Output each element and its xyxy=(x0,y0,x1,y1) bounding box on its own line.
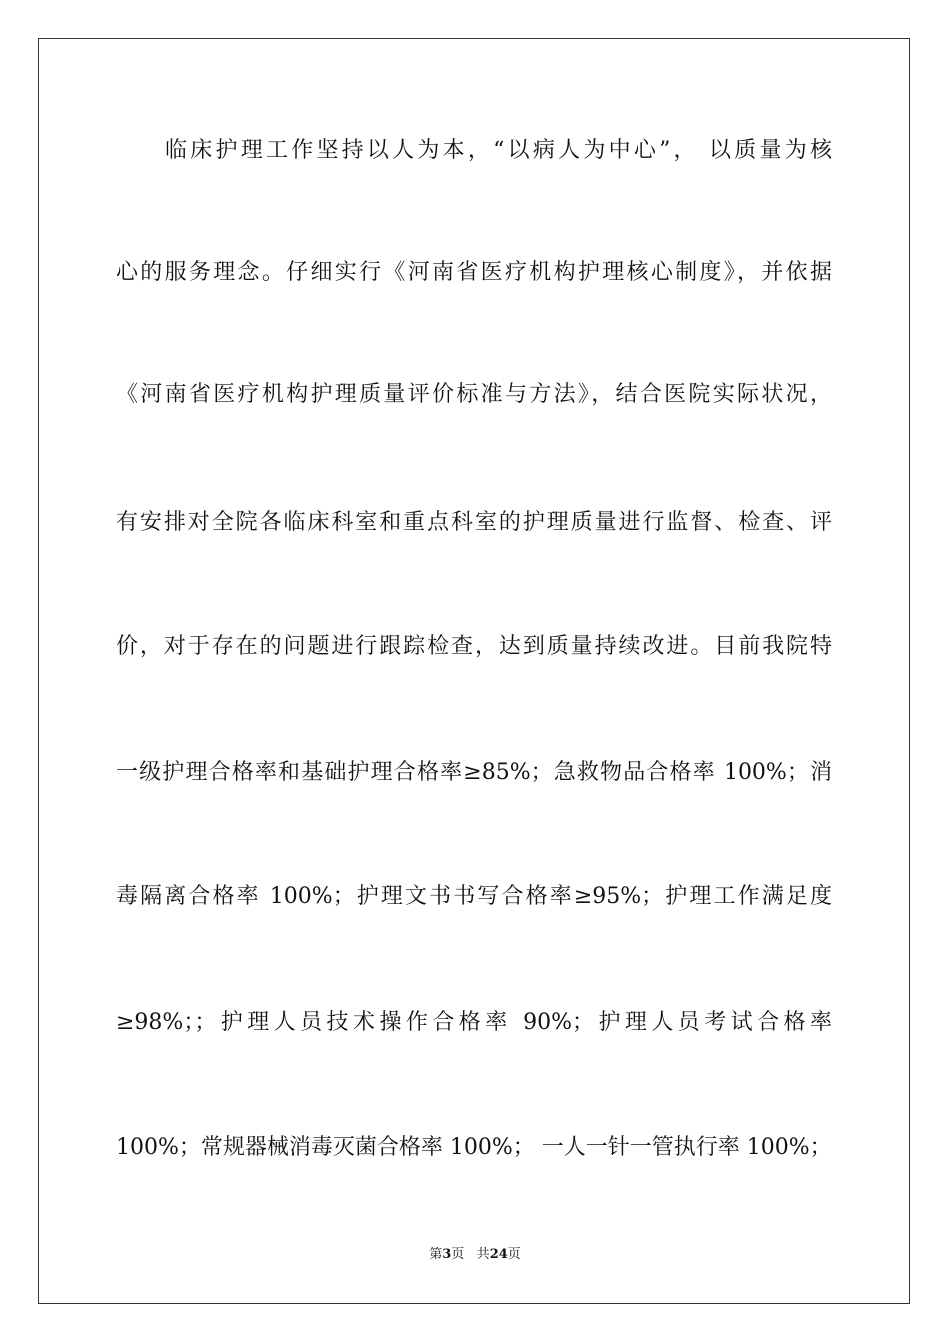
paragraph-line-7: 毒隔离合格率 100%；护理文书书写合格率≥95%；护理工作满足度 xyxy=(116,884,832,909)
paragraph-line-4: 有安排对全院各临床科室和重点科室的护理质量进行监督、检查、评 xyxy=(116,510,832,535)
page-footer xyxy=(0,1246,950,1264)
footer-page-suffix: 页 xyxy=(451,1247,465,1262)
paragraph-line-5: 价，对于存在的问题进行跟踪检查，达到质量持续改进。目前我院特 xyxy=(116,634,832,659)
footer-total-suffix: 页 xyxy=(507,1247,521,1262)
footer-page-prefix: 第 xyxy=(429,1247,443,1262)
paragraph-line-2: 心的服务理念。仔细实行《河南省医疗机构护理核心制度》，并依据 xyxy=(116,260,832,285)
footer-page-number: 3 xyxy=(442,1247,452,1262)
paragraph-line-8: ≥98%；；护理人员技术操作合格率 90%；护理人员考试合格率 xyxy=(116,1010,832,1035)
page-border xyxy=(38,38,910,1304)
paragraph-line-1: 临床护理工作坚持以人为本，“以病人为中心”， 以质量为核 xyxy=(165,138,832,163)
paragraph-line-6: 一级护理合格率和基础护理合格率≥85%；急救物品合格率 100%；消 xyxy=(116,760,832,785)
footer-total-prefix: 共 xyxy=(476,1247,490,1262)
footer-total-pages: 24 xyxy=(489,1247,508,1262)
paragraph-line-9: 100%；常规器械消毒灭菌合格率 100%； 一人一针一管执行率 100%； xyxy=(116,1135,832,1160)
paragraph-line-3: 《河南省医疗机构护理质量评价标准与方法》，结合医院实际状况， xyxy=(116,382,832,407)
